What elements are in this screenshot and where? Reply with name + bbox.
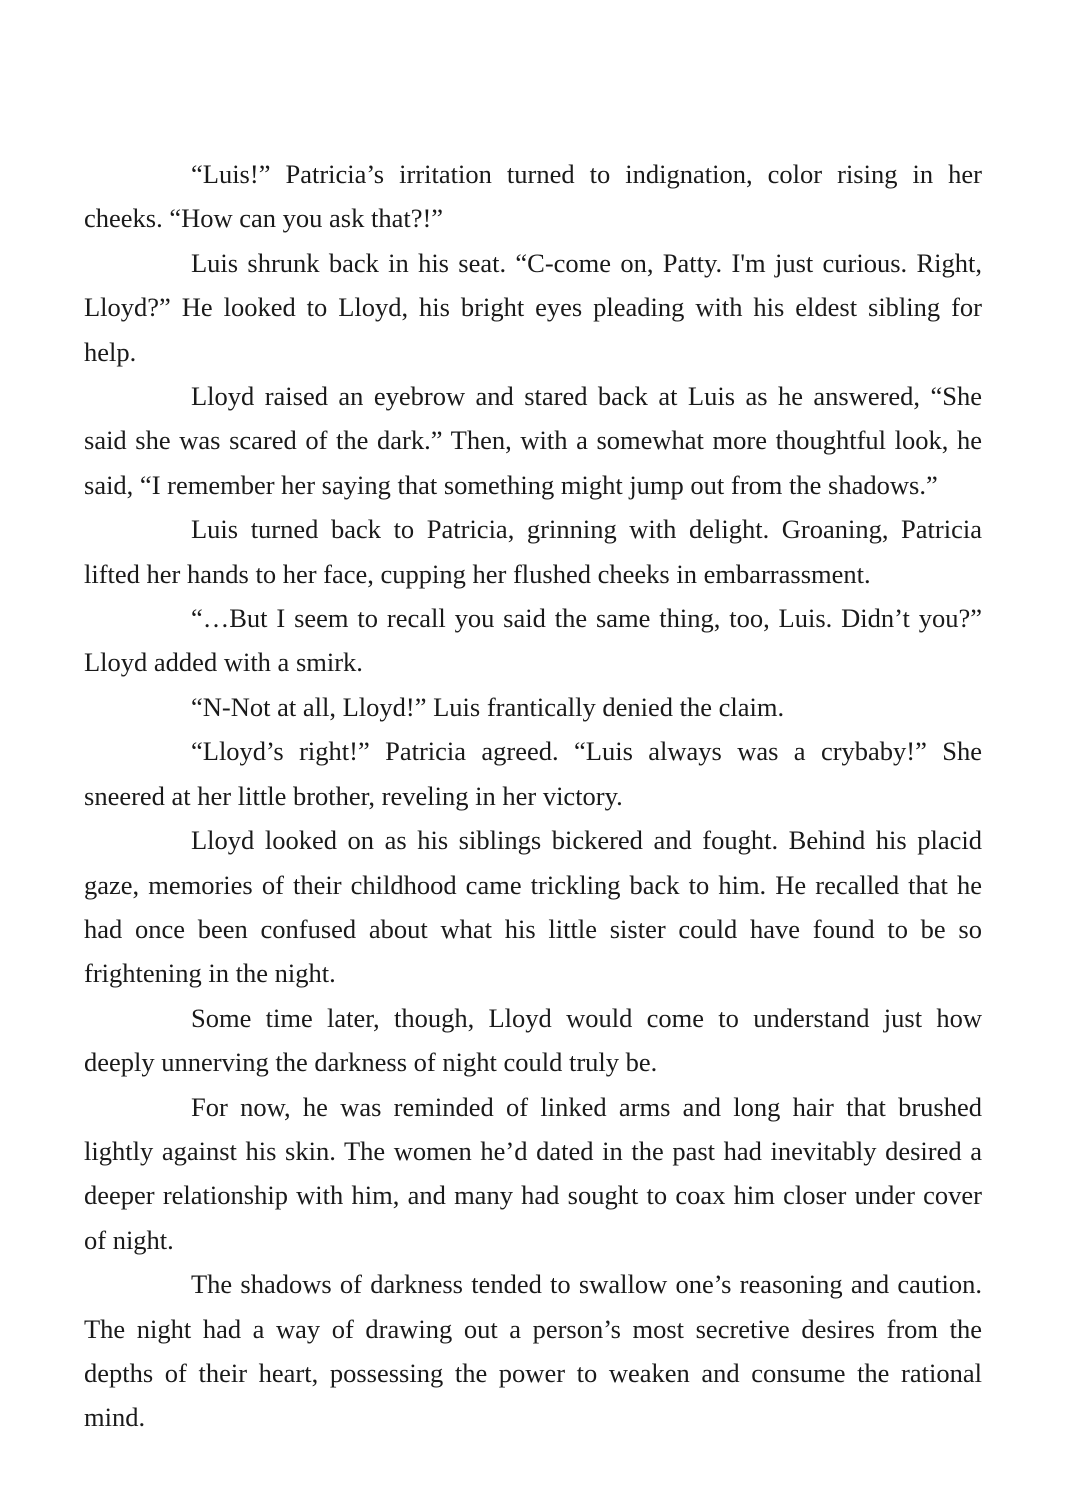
paragraph-4: Luis turned back to Patricia, grinning with delight. Groaning, Patricia lifted her hands to her face, cupping her flushed cheeks in embarrassment. (84, 514, 982, 589)
paragraph-3: Lloyd raised an eyebrow and stared back at Luis as he answered, “She said she was scared of the dark.” Then, with a somewhat more thoughtful look, he said, “I remember her saying that something might jump out from the shadows.” (84, 381, 982, 500)
paragraph-5: “…But I seem to recall you said the same thing, too, Luis. Didn’t you?” Lloyd added with a smirk. (84, 603, 982, 678)
paragraph-10: For now, he was reminded of linked arms and long hair that brushed lightly against his skin. The women he’d dated in the past had inevitably desired a deeper relationship with him, and many had sought to coax him closer under cover of night. (84, 1091, 982, 1255)
paragraph-2: Luis shrunk back in his seat. “C-come on, Patty. I'm just curious. Right, Lloyd?” He looked to Lloyd, his bright eyes pleading with his eldest sibling for help. (84, 247, 982, 367)
paragraph-7: “Lloyd’s right!” Patricia agreed. “Luis always was a crybaby!” She sneered at her little brother, reveling in her victory. (84, 736, 982, 811)
paragraph-1: “Luis!” Patricia’s irritation turned to indignation, color rising in her cheeks. “How can you ask that?!” (84, 159, 982, 234)
paragraph-11: The shadows of darkness tended to swallow one’s reasoning and caution. The night had a way of drawing out a person’s most secretive desires from the depths of their heart, possessing the power to weaken and consume the rational mind. (84, 1269, 982, 1433)
paragraph-8: Lloyd looked on as his siblings bickered and fought. Behind his placid gaze, memories of their childhood came trickling back to him. He recalled that he had once been confused about what his little sister could have found to be so frightening in the night. (84, 825, 982, 989)
paragraph-9: Some time later, though, Lloyd would come to understand just how deeply unnerving the darkness of night could truly be. (84, 1002, 982, 1078)
paragraph-6: “N-Not at all, Lloyd!” Luis frantically denied the claim. (191, 691, 785, 722)
book-page-body (84, 152, 982, 1440)
